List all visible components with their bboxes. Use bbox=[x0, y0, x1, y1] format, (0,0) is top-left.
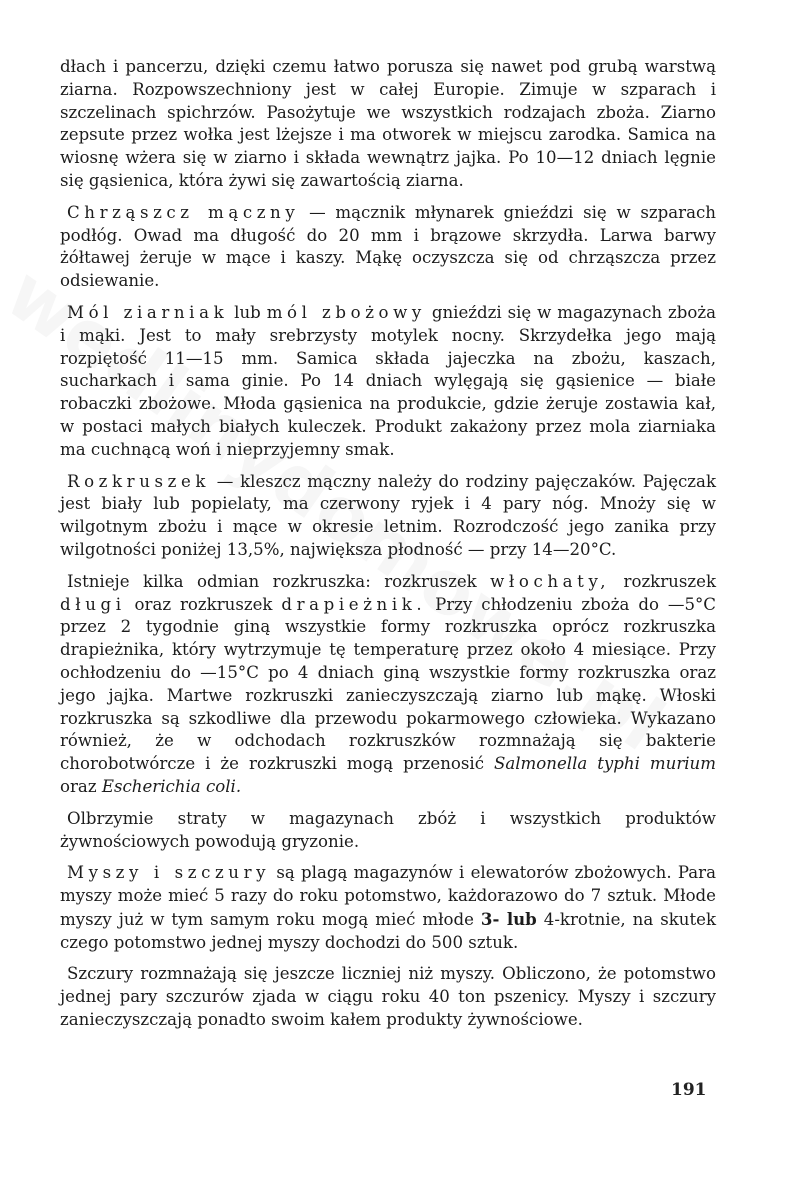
salmonella-name: Salmonella typhi murium bbox=[493, 754, 716, 774]
varieties-text-b: rozkruszek bbox=[610, 571, 716, 591]
paragraph-rodents: Olbrzymie straty w magazynach zbóż i wszystkich produktów żywnościowych powodują gryzonie. bbox=[60, 808, 716, 851]
varieties-text-d: Przy chłodzeniu zboża do —5°C przez 2 tygodnie giną wszystkie formy rozkruszka oprócz rozkruszka drapieżnika, który wytrzymuje tę temperaturę przez około 4 miesiące. Przy ochłodzeniu do —15°C po 4 dniach giną wszystkie formy rozkruszka oraz jego jajka. Martwe rozkruszki zanieczyszczają ziarno lub mąkę. Włoski rozkruszka są szkodliwe dla przewodu pokarmowego człowieka. Wykazano również, że w odchodach rozkruszków rozmnażają się bakterie chorobotwórcze i że rozkruszki mogą przenosić bbox=[60, 594, 716, 774]
paragraph-mice-rats bbox=[60, 862, 716, 954]
term-mice-rats: Myszy i szczury bbox=[67, 863, 271, 883]
varieties-text-c: oraz rozkruszek bbox=[125, 594, 282, 614]
term-flour-beetle: Chrząszcz mączny bbox=[67, 202, 300, 222]
flour-beetle-text: — mącznik młynarek gnieździ się w szparach podłóg. Owad ma długość do 20 mm i brązowe skrzydła. Larwa barwy żółtawej żeruje w mące i kaszy. Mąkę oczyszcza się od chrząszcza przez odsiewanie. bbox=[60, 202, 716, 291]
mite-text: — kleszcz mączny należy do rodziny pajęczaków. Pajęczak jest biały lub popielaty, ma czerwony ryjek i 4 pary nóg. Mnoży się w wilgotnym zbożu i mące w okresie letnim. Rozrodczość jego zanika przy wilgotności poniżej 13,5%, największa płodność — przy 14—20°C. bbox=[60, 471, 716, 559]
paragraph-grain-moth bbox=[60, 302, 716, 462]
connector-text: lub bbox=[228, 302, 267, 322]
paragraph-mite-varieties bbox=[60, 571, 716, 799]
paragraph-weevil: dłach i pancerzu, dzięki czemu łatwo porusza się nawet pod grubą warstwą ziarna. Rozpowszechniony jest w całej Europie. Zimuje w szparach i szczelinach spichrzów. Pasożytuje we wszystkich rodzajach zboża. Ziarno zepsute przez wołka jest lżejsze i ma otworek w miejscu zarodka. Samica na wiosnę wżera się w ziarno i składa wewnątrz jajka. Po 10—12 dniach lęgnie się gąsienica, która żywi się zawartością ziarna. bbox=[60, 57, 716, 190]
term-long: długi bbox=[60, 594, 126, 614]
term-mite: Rozkruszek bbox=[67, 471, 211, 491]
mice-text-b: 4-krotnie, na skutek czego potomstwo jednej myszy dochodzi do 500 sztuk. bbox=[60, 909, 716, 952]
paragraph-mite bbox=[60, 471, 716, 562]
mice-text-a: są plagą magazynów i elewatorów zbożowych. Para myszy może mieć 5 razy do roku potomstwo, każdorazowo do 7 sztuk. Młode myszy już w tym samym roku mogą mieć młode bbox=[60, 863, 716, 929]
paragraph-rats: Szczury rozmnażają się jeszcze liczniej niż myszy. Obliczono, że potomstwo jednej pary szczurów zjada w ciągu roku 40 ton pszenicy. Myszy i szczury zanieczyszczają ponadto swoim kałem produkty żywnościowe. bbox=[60, 964, 716, 1030]
grain-moth-text: gnieździ się w magazynach zboża i mąki. Jest to mały srebrzysty motylek nocny. Skrzydełka jego mają rozpiętość 11—15 mm. Samica składa jajeczka na zbożu, kaszach, sucharkach i sama ginie. Po 14 dniach wylęgają się gąsienice — białe robaczki zbożowe. Młoda gąsienica na produkcie, gdzie żeruje zostawia kał, w postaci małych białych kuleczek. Produkt zakażony przez mola ziarniaka ma cuchnącą woń i nieprzyjemny smak. bbox=[60, 302, 716, 459]
bold-fragment: 3- lub bbox=[480, 908, 537, 929]
term-predator: drapieżnik. bbox=[281, 594, 427, 614]
varieties-text-e: oraz bbox=[60, 776, 102, 796]
varieties-intro: Istnieje kilka odmian rozkruszka: rozkruszek bbox=[67, 571, 491, 591]
page-number: 191 bbox=[671, 1080, 707, 1100]
term-hairy: włochaty, bbox=[490, 571, 611, 591]
term-grain-moth: Mól ziarniak bbox=[67, 302, 229, 322]
paragraph-flour-beetle bbox=[60, 202, 716, 293]
ecoli-name: Escherichia coli. bbox=[101, 776, 242, 796]
term-cereal-moth: mól zbożowy bbox=[266, 302, 426, 322]
page-body bbox=[60, 56, 716, 1041]
